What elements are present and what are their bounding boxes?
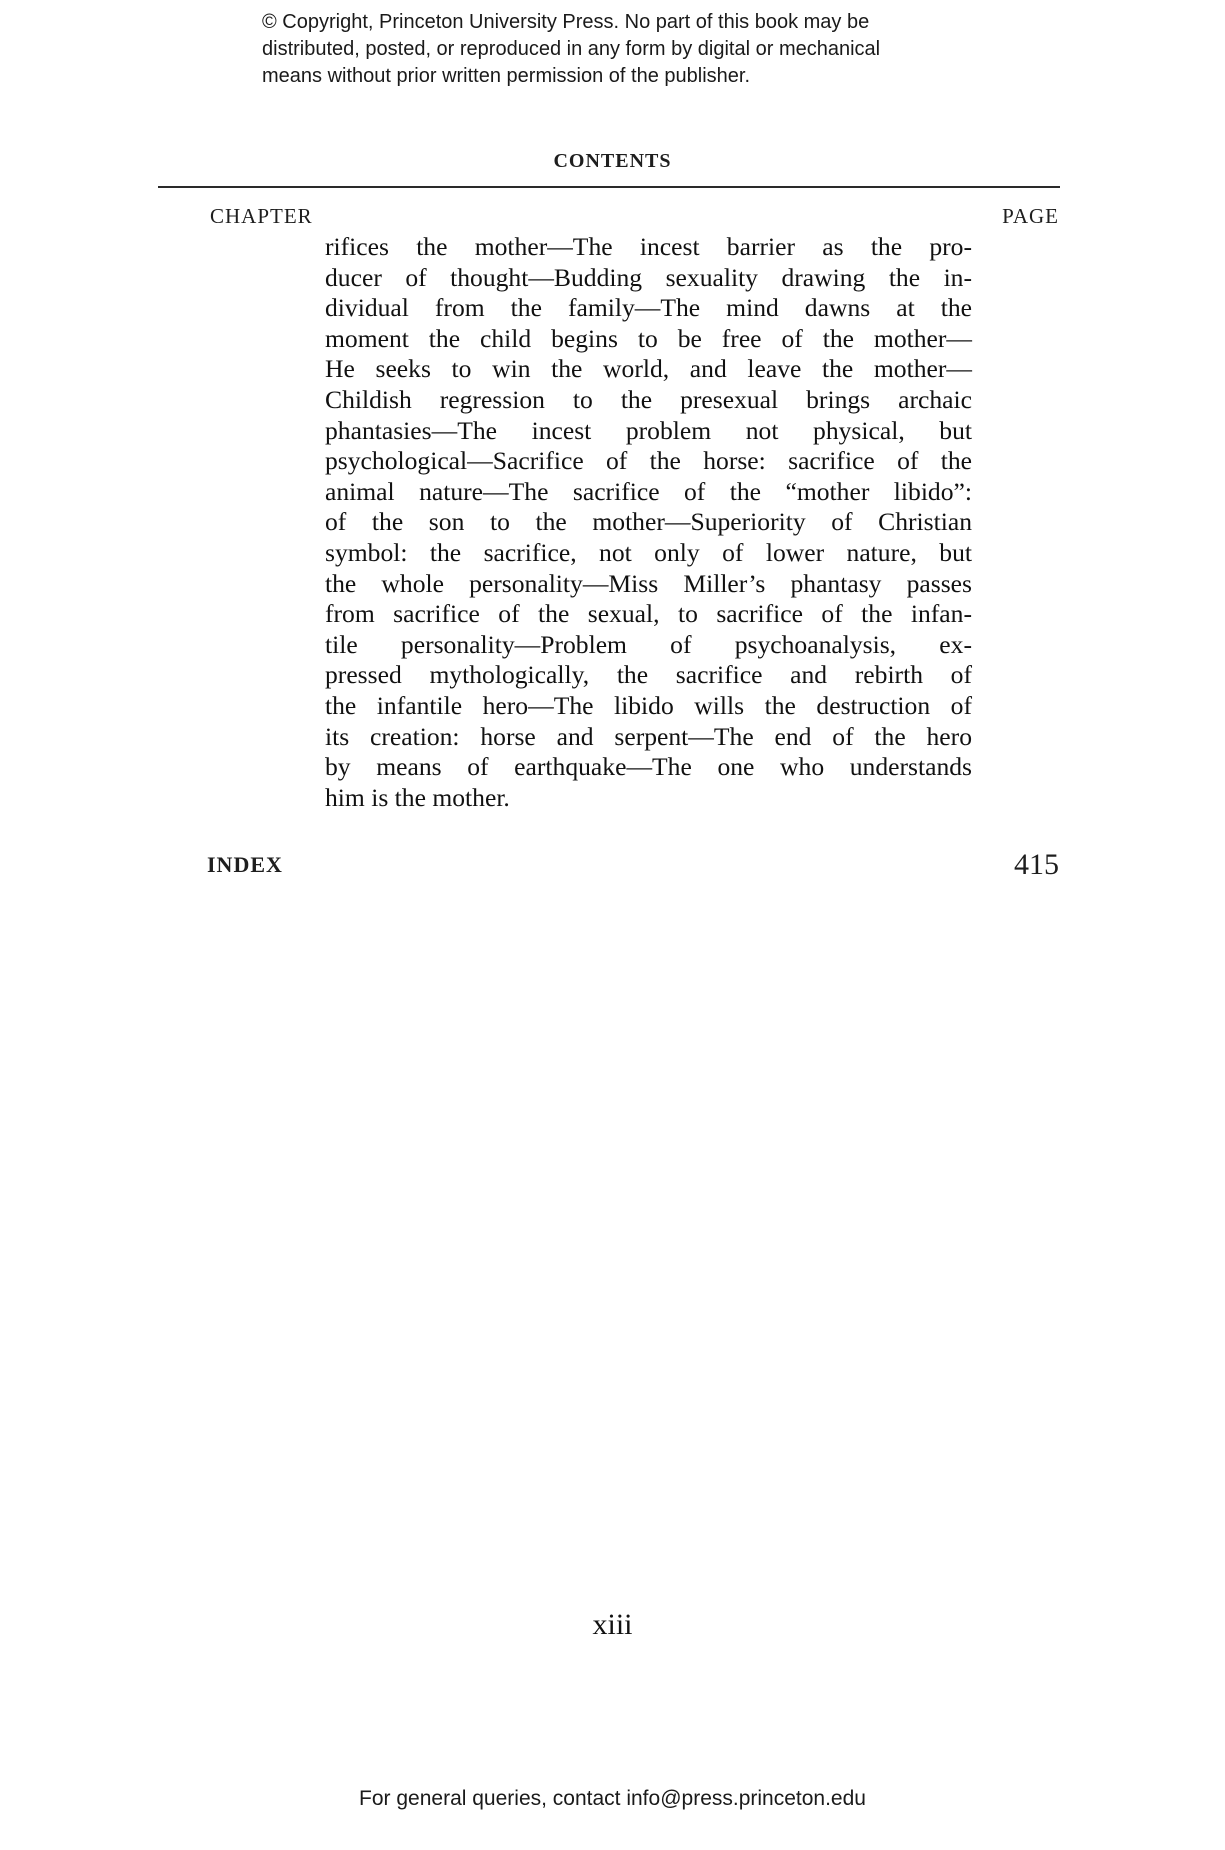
entry-line: symbol: the sacrifice, not only of lower nature, but [325, 537, 972, 567]
entry-line: of the son to the mother—Superiority of Christian [325, 507, 972, 537]
entry-line: He seeks to win the world, and leave the mother— [325, 354, 972, 384]
entry-line: him is the mother. [325, 782, 510, 812]
entry-line: moment the child begins to be free of the mother— [325, 323, 972, 353]
index-entry-label: INDEX [207, 852, 283, 877]
entry-line: pressed mythologically, the sacrifice and rebirth of [325, 660, 972, 690]
entry-line: by means of earthquake—The one who understands [325, 752, 972, 782]
entry-line: ducer of thought—Budding sexuality drawing the in- [325, 262, 972, 292]
running-head: CONTENTS [553, 150, 672, 172]
entry-line: its creation: horse and serpent—The end of the hero [325, 721, 972, 751]
entry-line: the whole personality—Miss Miller’s phantasy passes [325, 568, 972, 598]
entry-line: animal nature—The sacrifice of the “mother libido”: [325, 476, 972, 506]
copyright-notice [262, 9, 1022, 90]
entry-line: dividual from the family—The mind dawns at the [325, 293, 972, 323]
index-entry-page-number: 415 [1014, 848, 1059, 881]
copyright-line: © Copyright, Princeton University Press. No part of this book may be [262, 11, 870, 33]
entry-line: the infantile hero—The libido wills the destruction of [325, 690, 972, 720]
chapter-column-label: CHAPTER [210, 204, 313, 228]
entry-line: psychological—Sacrifice of the horse: sacrifice of the [325, 446, 972, 476]
entry-line: from sacrifice of the sexual, to sacrifice of the infan- [325, 599, 972, 629]
page-folio: xiii [592, 1608, 633, 1641]
page-column-label: PAGE [1002, 204, 1059, 228]
copyright-line: means without prior written permission of the publisher. [262, 65, 751, 87]
entry-line: phantasies—The incest problem not physical, but [325, 415, 972, 445]
entry-line: rifices the mother—The incest barrier as the pro- [325, 232, 972, 261]
copyright-line: distributed, posted, or reproduced in any form by digital or mechanical [262, 38, 881, 60]
entry-line: tile personality—Problem of psychoanalysis, ex- [325, 629, 972, 659]
entry-line: Childish regression to the presexual brings archaic [325, 384, 972, 414]
contents-entry-summary [325, 232, 972, 813]
header-rule [158, 186, 1060, 188]
footer-contact: For general queries, contact info@press.princeton.edu [359, 1787, 866, 1810]
